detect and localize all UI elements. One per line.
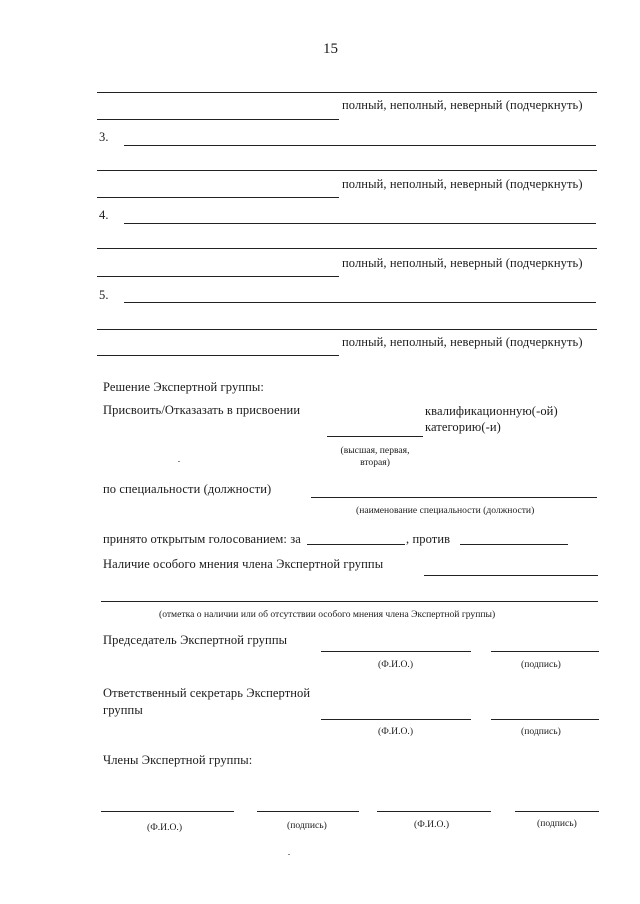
members-label: Члены Экспертной группы: (103, 753, 253, 767)
completeness-options: полный, неполный, неверный (подчеркнуть) (342, 335, 583, 349)
completeness-options: полный, неполный, неверный (подчеркнуть) (342, 256, 583, 270)
category-field[interactable] (327, 422, 423, 437)
secretary-label-line2: группы (103, 703, 143, 717)
answer-line[interactable] (97, 355, 339, 356)
member1-signature-hint: (подпись) (287, 820, 327, 831)
opinion-hint: (отметка о наличии или об отсутствии особого мнения члена Экспертной группы) (159, 609, 496, 620)
category-label-line2: категорию(-и) (425, 420, 501, 434)
decision-heading: Решение Экспертной группы: (103, 380, 264, 394)
answer-line[interactable] (97, 170, 597, 171)
chairman-signature-hint: (подпись) (521, 659, 561, 670)
category-hint-line2: вторая) (360, 457, 390, 468)
category-hint (332, 445, 418, 469)
secretary-label-line1: Ответственный секретарь Экспертной (103, 686, 311, 700)
answer-line[interactable] (124, 223, 596, 224)
completeness-options: полный, неполный, неверный (подчеркнуть) (342, 177, 583, 191)
member1-fio-hint: (Ф.И.О.) (147, 822, 183, 833)
answer-line[interactable] (97, 248, 597, 249)
answer-line[interactable] (124, 302, 596, 303)
specialty-field[interactable] (311, 483, 597, 498)
secretary-fio-field[interactable] (321, 705, 471, 720)
chairman-label: Председатель Экспертной группы (103, 633, 288, 647)
chairman-fio-field[interactable] (321, 637, 471, 652)
specialty-label: по специальности (должности) (103, 482, 272, 496)
speck (178, 461, 180, 462)
member2-fio-field[interactable] (377, 797, 491, 812)
member1-fio-field[interactable] (101, 797, 234, 812)
member1-signature-field[interactable] (257, 797, 359, 812)
specialty-hint: (наименование специальности (должности) (356, 505, 535, 516)
opinion-field[interactable] (424, 561, 598, 576)
opinion-line[interactable] (101, 601, 598, 602)
page-number: 15 (323, 41, 338, 57)
assign-label: Присвоить/Отказазать в присвоении (103, 403, 301, 417)
vote-against-label: , против (406, 532, 451, 546)
category-hint-line1: (высшая, первая, (340, 445, 410, 456)
item-number: 4. (99, 208, 109, 222)
vote-for-field[interactable] (307, 530, 405, 545)
member2-fio-hint: (Ф.И.О.) (414, 819, 450, 830)
chairman-signature-field[interactable] (491, 637, 599, 652)
secretary-signature-field[interactable] (491, 705, 599, 720)
member2-signature-hint: (подпись) (537, 818, 577, 829)
secretary-signature-hint: (подпись) (521, 726, 561, 737)
vote-label: принято открытым голосованием: за (103, 532, 301, 546)
member2-signature-field[interactable] (515, 797, 599, 812)
answer-line (97, 92, 597, 93)
answer-line (97, 119, 339, 120)
completeness-options: полный, неполный, неверный (подчеркнуть) (342, 98, 583, 112)
answer-line[interactable] (124, 145, 596, 146)
answer-line[interactable] (97, 329, 597, 330)
chairman-fio-hint: (Ф.И.О.) (378, 659, 414, 670)
category-label-line1: квалификационную(-ой) (425, 404, 558, 418)
item-number: 3. (99, 130, 109, 144)
vote-against-field[interactable] (460, 530, 568, 545)
secretary-label (103, 685, 310, 719)
secretary-fio-hint: (Ф.И.О.) (378, 726, 414, 737)
item-number: 5. (99, 288, 109, 302)
opinion-label: Наличие особого мнения члена Экспертной группы (103, 557, 384, 571)
answer-line[interactable] (97, 197, 339, 198)
speck (288, 854, 290, 855)
answer-line[interactable] (97, 276, 339, 277)
category-label (425, 403, 558, 435)
